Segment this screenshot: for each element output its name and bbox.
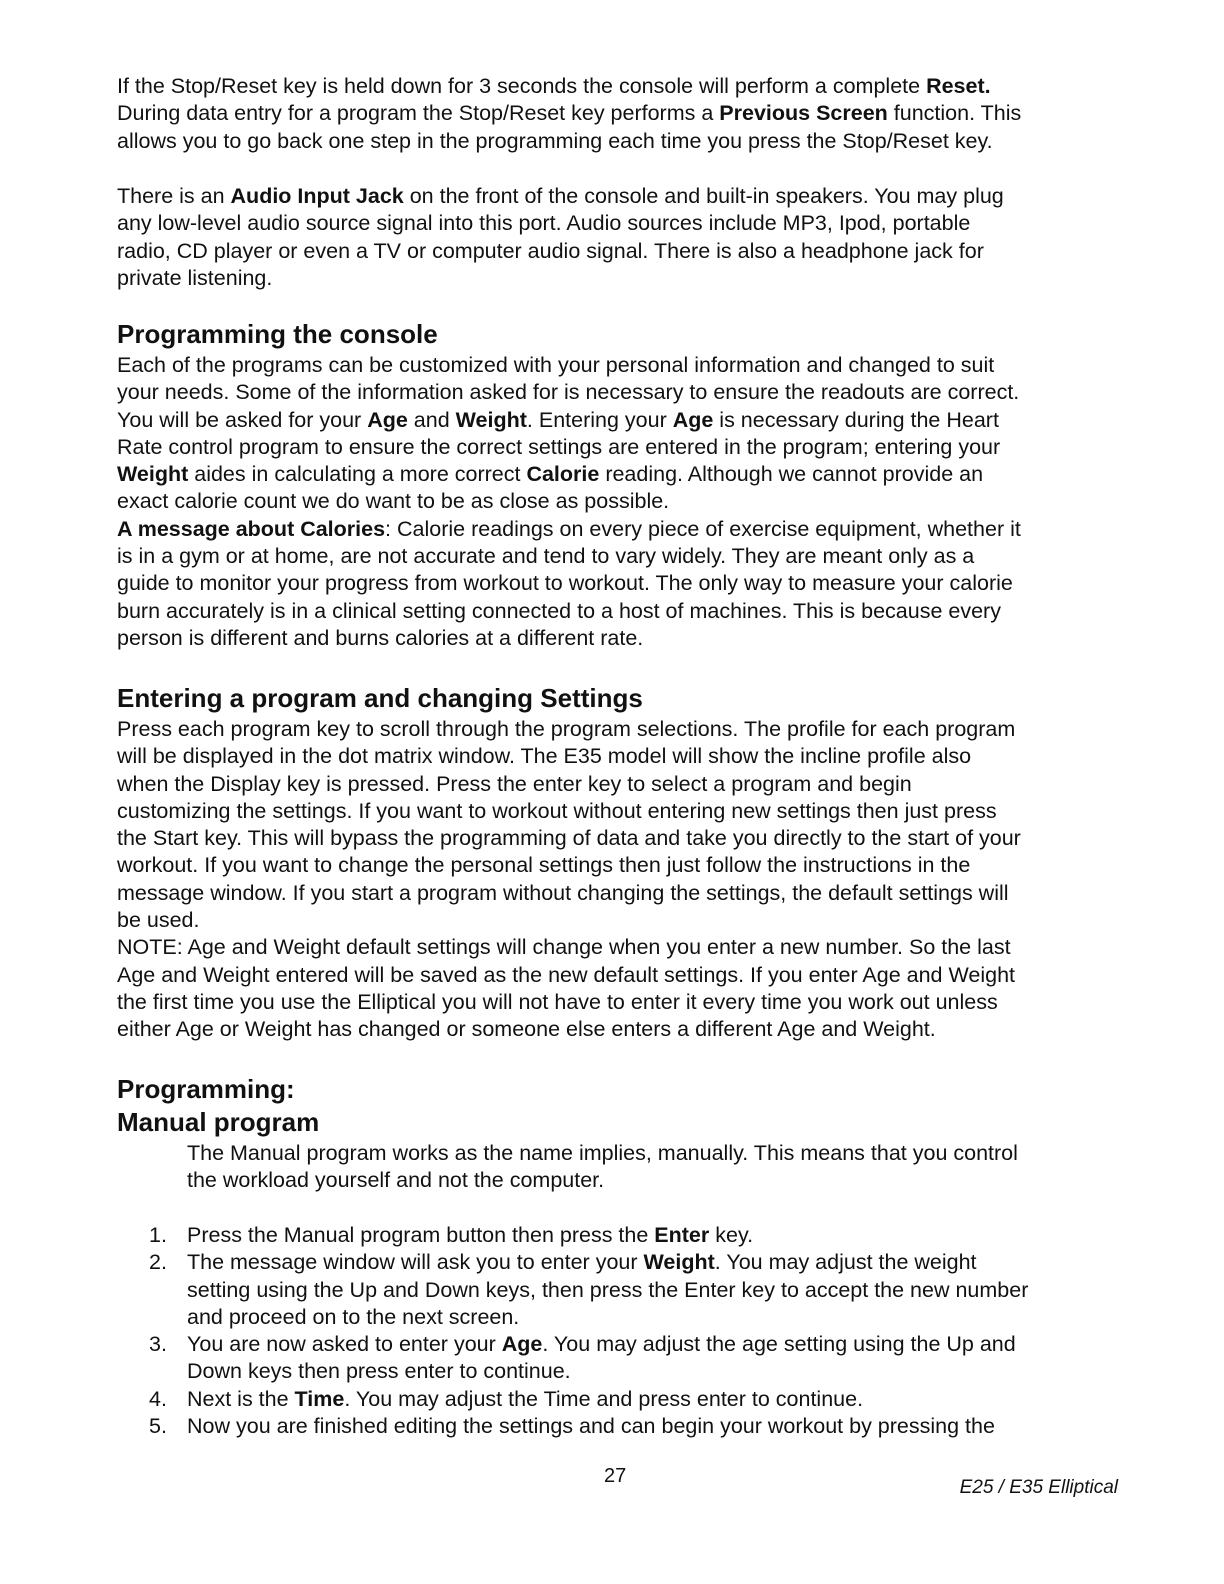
bold-term: Weight	[455, 407, 527, 432]
text-line: The Manual program works as the name implies, manually. This means that you control	[187, 1141, 1018, 1165]
footer-model-name: E25 / E35 Elliptical	[959, 1477, 1118, 1498]
text-line: Now you are finished editing the settings and can begin your workout by pressing the	[187, 1414, 995, 1439]
text-line: If the Stop/Reset key is held down for 3 seconds the console will perform a complete Reset.	[117, 74, 991, 98]
bold-term: Age	[672, 407, 714, 432]
text-line: Weight aides in calculating a more correct Calorie reading. Although we cannot provide an	[117, 462, 984, 487]
text-line: Press each program key to scroll through the program selections. The profile for each program	[117, 717, 1016, 741]
manual-step	[117, 1413, 1127, 1440]
text-line: setting using the Up and Down keys, then press the Enter key to accept the new number	[187, 1277, 1029, 1302]
text-line: either Age or Weight has changed or someone else enters a different Age and Weight.	[117, 1017, 936, 1042]
text-line: allows you to go back one step in the programming each time you press the Stop/Reset key.	[117, 128, 993, 153]
bold-term: Weight	[117, 462, 189, 487]
text-line: The message window will ask you to enter your Weight. You may adjust the weight	[187, 1250, 977, 1275]
text-line: and proceed on to the next screen.	[187, 1304, 520, 1329]
bold-term: Weight	[643, 1250, 715, 1275]
text-line: Press the Manual program button then press the Enter key.	[187, 1223, 754, 1247]
heading-programming: Programming:	[117, 1074, 295, 1104]
text-line: is in a gym or at home, are not accurate and tend to vary widely. They are meant only as a	[117, 544, 975, 569]
text-line: Age and Weight entered will be saved as the new default settings. If you enter Age and Weight	[117, 962, 1016, 987]
text-line: message window. If you start a program without changing the settings, the default settings will	[117, 880, 1009, 905]
bold-term: Age	[501, 1332, 543, 1357]
manual-step	[117, 1386, 1127, 1413]
manual-step	[117, 1222, 1127, 1249]
step-number: 2.	[149, 1250, 167, 1275]
bold-term: Age	[367, 407, 408, 432]
text-line: customizing the settings. If you want to workout without entering new settings then just press	[117, 798, 997, 823]
text-line: Down keys then press enter to continue.	[187, 1359, 571, 1384]
text-line: guide to monitor your progress from workout to workout. The only way to measure your calorie	[117, 571, 1013, 596]
audio-paragraph	[117, 183, 1127, 292]
text-line: private listening.	[117, 265, 273, 290]
text-line: NOTE: Age and Weight default settings will change when you enter a new number. So the last	[117, 935, 1011, 960]
text-line: workout. If you want to change the personal settings then just follow the instructions in the	[117, 853, 971, 878]
manual-step	[117, 1249, 1127, 1331]
bold-term: Calorie	[526, 462, 600, 487]
step-number: 1.	[149, 1223, 167, 1247]
text-line: be used.	[117, 908, 200, 933]
bold-term: Reset.	[926, 74, 991, 98]
text-line: You are now asked to enter your Age. You may adjust the age setting using the Up and	[187, 1332, 1016, 1357]
heading-programming-console: Programming the console	[117, 319, 438, 349]
text-line: radio, CD player or even a TV or computer audio signal. There is also a headphone jack for	[117, 238, 984, 263]
reset-paragraph	[117, 73, 1127, 155]
text-line: Each of the programs can be customized with your personal information and changed to suit	[117, 353, 995, 377]
heading-manual-program: Manual program	[117, 1107, 320, 1137]
bold-term: Enter	[654, 1223, 710, 1247]
text-line: any low-level audio source signal into this port. Audio sources include MP3, Ipod, portable	[117, 211, 971, 236]
text-line: You will be asked for your Age and Weight. Entering your Age is necessary during the Heart	[117, 407, 999, 432]
text-line: when the Display key is pressed. Press the enter key to select a program and begin	[117, 771, 912, 796]
text-line: During data entry for a program the Stop/Reset key performs a Previous Screen function. This	[117, 101, 1022, 126]
text-line: A message about Calories: Calorie readings on every piece of exercise equipment, whether it	[117, 516, 1021, 541]
text-line: the workload yourself and not the computer.	[187, 1168, 605, 1193]
text-line: the Start key. This will bypass the programming of data and take you directly to the start of your	[117, 826, 1021, 851]
text-line: exact calorie count we do want to be as close as possible.	[117, 489, 670, 514]
text-line: Next is the Time. You may adjust the Time and press enter to continue.	[187, 1386, 864, 1411]
manual-step	[117, 1331, 1127, 1386]
text-line: Rate control program to ensure the correct settings are entered in the program; entering your	[117, 434, 1001, 459]
text-line: person is different and burns calories at a different rate.	[117, 625, 644, 650]
programming-paragraph	[117, 352, 1127, 652]
bold-term: A message about Calories	[117, 516, 386, 541]
step-number: 3.	[149, 1332, 167, 1357]
bold-term: Audio Input Jack	[230, 184, 404, 208]
step-number: 5.	[149, 1414, 167, 1439]
bold-term: Time	[294, 1386, 345, 1411]
manual-intro-paragraph	[187, 1140, 1147, 1195]
text-line: There is an Audio Input Jack on the front of the console and built-in speakers. You may plug	[117, 184, 1004, 208]
page-number: 27	[604, 1465, 627, 1487]
text-line: the first time you use the Elliptical you will not have to enter it every time you work out unless	[117, 989, 998, 1014]
step-number: 4.	[149, 1386, 167, 1411]
text-line: burn accurately is in a clinical setting connected to a host of machines. This is because every	[117, 598, 1001, 623]
text-line: your needs. Some of the information asked for is necessary to ensure the readouts are correct.	[117, 380, 1020, 405]
heading-entering-program: Entering a program and changing Settings	[117, 683, 643, 713]
bold-term: Previous Screen	[719, 101, 888, 126]
manual-steps-list	[117, 1222, 1127, 1440]
entering-paragraph	[117, 716, 1127, 1044]
text-line: will be displayed in the dot matrix window. The E35 model will show the incline profile also	[117, 744, 972, 769]
